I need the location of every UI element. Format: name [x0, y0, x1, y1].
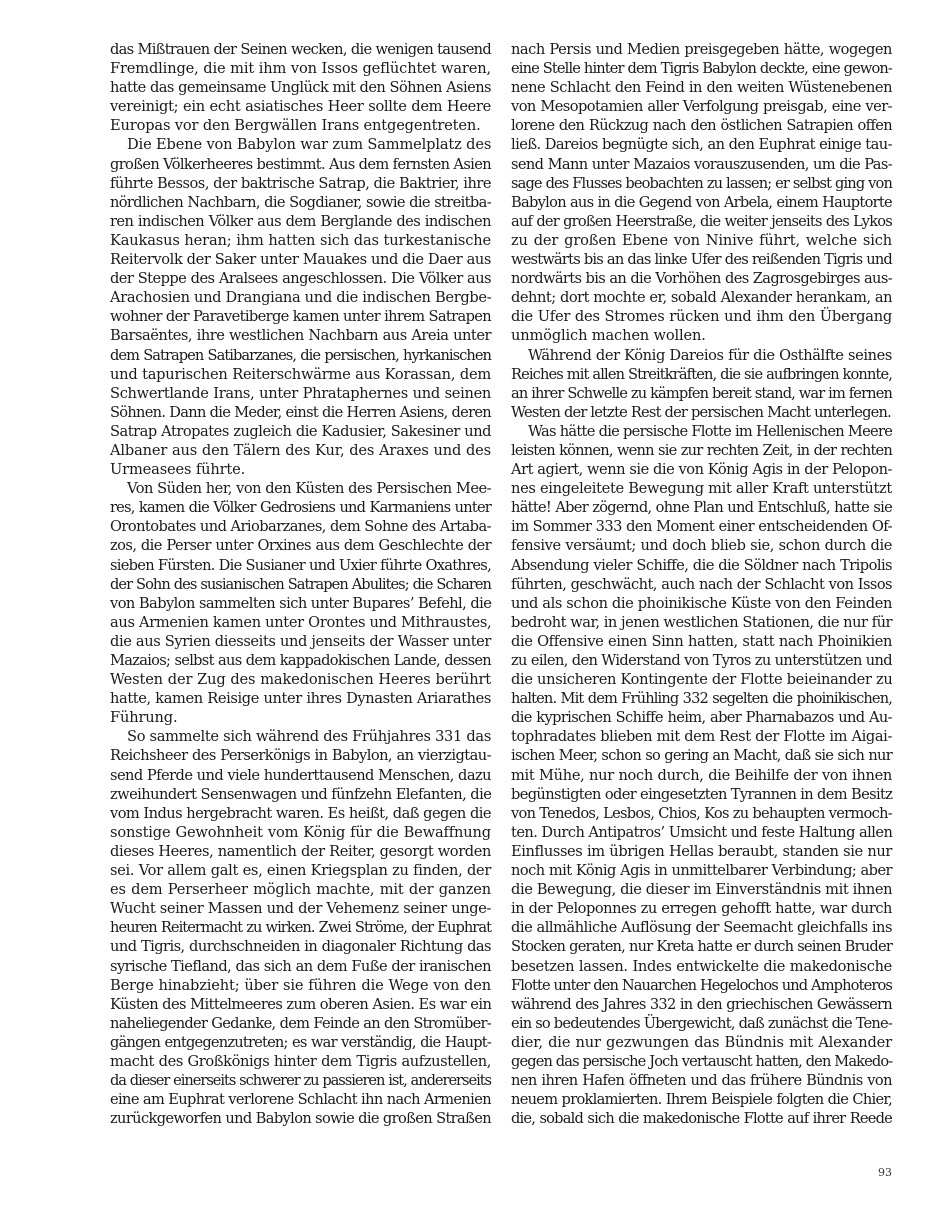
text-line: hatte, kamen Reisige unter ihres Dynasten Ariarathes: [110, 690, 491, 708]
left-text-column: [110, 40, 491, 1128]
text-line: vereinigt; ein echt asiatisches Heer sollte dem Heere: [110, 98, 491, 116]
text-line: noch mit König Agis in unmittelbarer Verbindung; aber: [511, 862, 892, 880]
text-line: Wucht seiner Massen und der Vehemenz seiner unge-: [110, 900, 491, 918]
text-line: leisten können, wenn sie zur rechten Zeit, in der rechten: [511, 441, 892, 459]
text-line: macht des Großkönigs hinter dem Tigris aufzustellen,: [110, 1052, 491, 1070]
text-line: Westen der Zug des makedonischen Heeres berührt: [110, 671, 491, 689]
text-line: Albaner aus den Tälern des Kur, des Araxes und des: [110, 441, 491, 459]
text-line: mit Mühe, nur noch durch, die Beihilfe der von ihnen: [511, 766, 892, 784]
text-line: neuem proklamierten. Ihrem Beispiele folgten die Chier,: [511, 1091, 892, 1109]
text-line: Stocken geraten, nur Kreta hatte er durch seinen Bruder: [511, 938, 892, 956]
text-line: in der Peloponnes zu erregen gehofft hatte, war durch: [511, 900, 892, 918]
text-line: die Bewegung, die dieser im Einverständnis mit ihnen: [511, 881, 893, 899]
text-line: gängen entgegenzutreten; es war verständig, die Haupt-: [110, 1033, 491, 1051]
text-line: nen ihren Hafen öffneten und das frühere Bündnis von: [511, 1072, 892, 1090]
text-line: Berge hinabzieht; über sie führen die Wege von den: [110, 976, 491, 994]
text-line: die allmähliche Auflösung der Seemacht gleichfalls ins: [511, 919, 892, 937]
text-line: Führung.: [110, 709, 178, 727]
text-line: es dem Perserheer möglich machte, mit der ganzen: [110, 881, 491, 899]
text-line: die Ufer des Stromes rücken und ihm den Übergang: [511, 308, 892, 326]
text-line: dehnt; dort mochte er, sobald Alexander herankam, an: [511, 289, 892, 307]
text-line: vom Indus hergebracht waren. Es heißt, daß gegen die: [110, 804, 491, 822]
text-line: Was hätte die persische Flotte im Hellenischen Meere: [528, 422, 893, 440]
text-line: syrische Tiefland, das sich an dem Fuße der iranischen: [110, 957, 491, 975]
text-line: Art agiert, wenn sie die von König Agis in der Pelopon-: [511, 461, 892, 479]
text-line: zos, die Perser unter Orxines aus dem Geschlechte der: [110, 537, 491, 555]
text-line: Mazaios; selbst aus dem kappadokischen Lande, dessen: [110, 652, 491, 669]
text-line: nene Schlacht den Feind in den weiten Wüstenebenen: [511, 79, 892, 97]
text-line: zweihundert Sensenwagen und fünfzehn Elefanten, die: [110, 785, 492, 803]
text-line: nach Persis und Medien preisgegeben hätte, wogegen: [511, 41, 892, 58]
text-line: der Steppe des Aralsees angeschlossen. Die Völker aus: [110, 270, 491, 288]
text-line: begünstigten oder eingesetzten Tyrannen in dem Besitz: [511, 785, 893, 803]
text-line: und Tigris, durchschneiden in diagonaler Richtung das: [110, 938, 491, 956]
text-line: und als schon die phoinikische Küste von den Feinden: [511, 594, 892, 612]
text-line: das Mißtrauen der Seinen wecken, die wenigen tausend: [110, 41, 491, 58]
text-line: Während der König Dareios für die Osthälfte seines: [528, 346, 892, 364]
right-text-column: [511, 40, 892, 1128]
text-line: fensive versäumt; und doch blieb sie, schon durch die: [511, 537, 892, 555]
text-line: Europas vor den Bergwällen Irans entgegentreten.: [110, 117, 481, 135]
text-line: besetzen lassen. Indes entwickelte die makedonische: [511, 957, 892, 975]
text-line: führte Bessos, der baktrische Satrap, die Baktrier, ihre: [110, 174, 492, 192]
text-line: So sammelte sich während des Frühjahres 331 das: [127, 728, 491, 746]
text-line: die unsicheren Kontingente der Flotte beieinander zu: [511, 671, 893, 689]
text-line: res, kamen die Völker Gedrosiens und Karmaniens unter: [110, 499, 491, 517]
text-line: Kaukasus heran; ihm hatten sich das turkestanische: [110, 231, 491, 249]
text-line: sage des Flusses beobachten zu lassen; er selbst ging von: [511, 174, 892, 192]
text-line: Flotte unter den Nauarchen Hegelochos und Amphoteros: [511, 976, 892, 994]
text-line: von Mesopotamien aller Verfolgung preisgab, eine ver-: [511, 98, 892, 116]
text-line: Einflusses im übrigen Hellas beraubt, standen sie nur: [511, 842, 892, 860]
text-line: Reiches mit allen Streitkräften, die sie aufbringen konnte,: [511, 365, 892, 383]
text-line: sonstige Gewohnheit vom König für die Bewaffnung: [110, 823, 491, 841]
text-line: dieses Heeres, namentlich der Reiter, gesorgt worden: [110, 842, 491, 860]
text-line: aus Armenien kamen unter Orontes und Mithraustes,: [110, 613, 492, 631]
text-line: nes eingeleitete Bewegung mit aller Kraft unterstützt: [511, 480, 892, 498]
text-line: zu der großen Ebene von Ninive führt, welche sich: [511, 231, 892, 249]
text-line: eine Stelle hinter dem Tigris Babylon deckte, eine gewon-: [511, 60, 892, 78]
text-line: dem Satrapen Satibarzanes, die persischen, hyrkanischen: [110, 346, 491, 364]
text-line: die kyprischen Schiffe heim, aber Pharnabazos und Au-: [511, 709, 892, 727]
text-line: wohner der Paravetiberge kamen unter ihrem Satrapen: [110, 308, 492, 326]
text-line: die Offensive einen Sinn hatten, statt nach Phoinikien: [511, 632, 892, 650]
text-line: send Pferde und viele hunderttausend Menschen, dazu: [110, 766, 491, 784]
text-line: eine am Euphrat verlorene Schlacht ihn nach Armenien: [110, 1091, 491, 1109]
page-number: 93: [878, 1166, 892, 1179]
text-line: Arachosien und Drangiana und die indischen Bergbe-: [110, 289, 492, 307]
text-line: die aus Syrien diesseits und jenseits der Wasser unter: [110, 632, 491, 650]
text-line: Orontobates und Ariobarzanes, dem Sohne des Artaba-: [110, 518, 491, 536]
text-line: Reitervolk der Saker unter Mauakes und die Daer aus: [110, 251, 492, 269]
text-line: auf der großen Heerstraße, die weiter jenseits des Lykos: [511, 212, 892, 230]
text-line: hätte! Aber zögernd, ohne Plan und Entschluß, hatte sie: [511, 499, 892, 517]
text-line: von Tenedos, Lesbos, Chios, Kos zu behaupten vermoch-: [511, 804, 892, 822]
text-line: sieben Fürsten. Die Susianer und Uxier führte Oxathres,: [110, 556, 491, 574]
text-line: der Sohn des susianischen Satrapen Abulites; die Scharen: [110, 575, 491, 593]
text-line: Die Ebene von Babylon war zum Sammelplatz des: [127, 136, 492, 154]
text-line: nördlichen Nachbarn, die Sogdianer, sowie die streitba-: [110, 193, 491, 211]
text-line: da dieser einerseits schwerer zu passieren ist, andererseits: [110, 1072, 491, 1090]
text-line: führten, geschwächt, auch nach der Schlacht von Issos: [511, 575, 892, 593]
text-line: lorene den Rückzug nach den östlichen Satrapien offen: [511, 117, 892, 135]
text-line: ren indischen Völker aus dem Berglande des indischen: [110, 212, 491, 230]
text-line: Satrap Atropates zugleich die Kadusier, Sakesiner und: [110, 422, 491, 440]
text-line: Reichsheer des Perserkönigs in Babylon, an vierzigtau-: [110, 747, 491, 765]
text-line: ein so bedeutendes Übergewicht, daß zunächst die Tene-: [511, 1014, 892, 1032]
text-line: während des Jahres 332 in den griechischen Gewässern: [511, 995, 892, 1013]
text-line: im Sommer 333 den Moment einer entscheidenden Of-: [511, 518, 892, 536]
text-line: nordwärts bis an die Vorhöhen des Zagrosgebirges aus-: [511, 270, 892, 288]
text-line: großen Völkerheeres bestimmt. Aus dem fernsten Asien: [110, 155, 491, 173]
text-line: dier, die nur gezwungen das Bündnis mit Alexander: [511, 1033, 892, 1051]
text-line: zu eilen, den Widerstand von Tyros zu unterstützen und: [511, 652, 892, 669]
text-line: ischen Meer, schon so gering an Macht, daß sie sich nur: [511, 747, 892, 765]
text-line: westwärts bis an das linke Ufer des reißenden Tigris und: [511, 251, 892, 269]
text-line: Babylon aus in die Gegend von Arbela, einem Hauptorte: [511, 193, 892, 211]
text-line: ten. Durch Antipatros’ Umsicht und feste Haltung allen: [511, 823, 893, 841]
text-line: naheliegender Gedanke, dem Feinde an den Stromüber-: [110, 1014, 491, 1032]
text-line: Absendung vieler Schiffe, die die Söldner nach Tripolis: [511, 556, 892, 574]
text-line: Barsaëntes, ihre westlichen Nachbarn aus Areia unter: [110, 327, 491, 345]
text-line: gegen das persische Joch vertauscht hatten, den Makedo-: [511, 1052, 893, 1070]
text-line: tophradates blieben mit dem Rest der Flotte im Aigai-: [511, 728, 892, 746]
text-line: hatte das gemeinsame Unglück mit den Söhnen Asiens: [110, 79, 491, 97]
text-line: Von Süden her, von den Küsten des Persischen Mee-: [127, 480, 492, 498]
text-line: die, sobald sich die makedonische Flotte auf ihrer Reede: [511, 1110, 892, 1128]
text-line: Westen der letzte Rest der persischen Macht unterlegen.: [511, 403, 891, 421]
text-line: Söhnen. Dann die Meder, einst die Herren Asiens, deren: [110, 403, 491, 421]
text-line: bedroht war, in jenen westlichen Stationen, die nur für: [511, 613, 893, 631]
text-line: Urmeasees führte.: [110, 461, 246, 479]
text-line: an ihrer Schwelle zu kämpfen bereit stand, war im fernen: [511, 384, 892, 402]
text-line: halten. Mit dem Frühling 332 segelten die phoinikischen,: [511, 690, 892, 708]
text-line: Küsten des Mittelmeeres zum oberen Asien. Es war ein: [110, 995, 492, 1013]
text-line: heuren Reitermacht zu wirken. Zwei Ströme, der Euphrat: [110, 919, 491, 937]
text-line: sei. Vor allem galt es, einen Kriegsplan zu finden, der: [110, 862, 491, 880]
text-line: Fremdlinge, die mit ihm von Issos geflüchtet waren,: [110, 60, 491, 78]
text-line: ließ. Dareios begnügte sich, an den Euphrat einige tau-: [511, 136, 892, 154]
text-line: unmöglich machen wollen.: [511, 327, 706, 345]
text-line: Schwertlande Irans, unter Phrataphernes und seinen: [110, 384, 491, 402]
text-line: zurückgeworfen und Babylon sowie die großen Straßen: [110, 1110, 491, 1128]
text-line: und tapurischen Reiterschwärme aus Korassan, dem: [110, 365, 491, 383]
text-line: send Mann unter Mazaios vorauszusenden, um die Pas-: [511, 155, 892, 173]
text-line: von Babylon sammelten sich unter Bupares’ Befehl, die: [110, 594, 492, 612]
